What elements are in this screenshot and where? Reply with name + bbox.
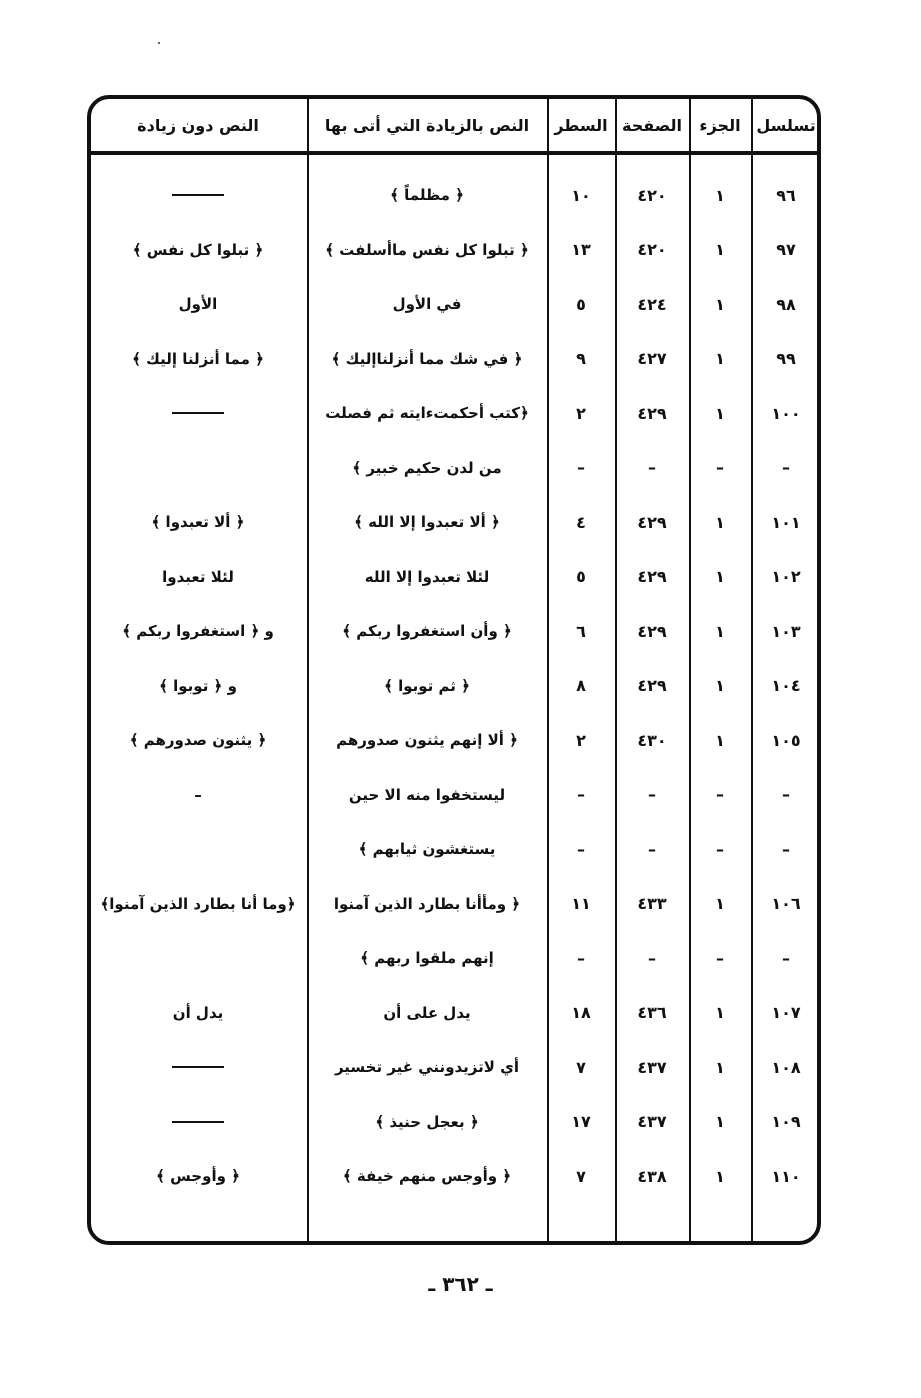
part-cell: ١ (715, 1003, 725, 1022)
serial-cell: ١٠٤ (771, 676, 801, 695)
serial-cell: – (782, 785, 790, 804)
part-cell: – (716, 839, 724, 859)
part-cell: ١ (715, 512, 725, 532)
line-cell: ٨ (576, 676, 586, 695)
header-serial: تسلسل (756, 115, 816, 135)
page-cell: ٤٣٣ (637, 894, 667, 913)
line-cell: ٧ (576, 1057, 586, 1077)
part-cell: ١ (715, 1112, 725, 1131)
serial-cell: ١٠٦ (771, 894, 801, 913)
text-without-addition-cell: ﴿وما أنا بطارد الذين آمنوا﴾ (100, 894, 296, 913)
page-cell: ٤٢٩ (637, 676, 667, 695)
page-cell: ٤٢٠ (637, 240, 667, 259)
serial-cell: ١١٠ (771, 1166, 801, 1186)
text-with-addition-cell: ﴿ وأوجس منهم خيفة ﴾ (342, 1167, 512, 1185)
line-cell: ١١ (571, 894, 591, 913)
header-divider (91, 151, 817, 155)
line-cell: ٧ (576, 1166, 586, 1186)
text-without-addition-cell: – (194, 785, 202, 804)
header-part: الجزء (699, 115, 741, 135)
serial-cell: ٩٨ (776, 294, 796, 314)
text-with-addition-cell: من لدن حكيم خبير ﴾ (352, 458, 502, 477)
empty-value-rule (172, 1066, 224, 1068)
text-with-addition-cell: ﴿ في شك مما أنزلناإليك ﴾ (331, 349, 523, 368)
text-with-addition-cell: ﴿ ومأأنا بطارد الذين آمنوا (333, 894, 521, 913)
serial-cell: ١٠٢ (771, 567, 801, 586)
part-cell: ١ (715, 403, 725, 423)
page-cell: ٤٣٨ (637, 1166, 667, 1186)
serial-cell: – (782, 458, 790, 477)
text-with-addition-cell: ليستخفوا منه الا حين (348, 785, 506, 804)
page-cell: ٤٣٧ (637, 1057, 667, 1077)
page-cell: ٤٢٧ (637, 349, 667, 368)
line-cell: ١٠ (571, 185, 591, 205)
page-cell: – (648, 948, 656, 968)
text-with-addition-cell: ﴿ تبلوا كل نفس ماأسلفت ﴾ (325, 240, 529, 259)
line-cell: – (577, 785, 585, 804)
page-number: ـ ٣٦٢ ـ (428, 1272, 493, 1296)
page-cell: ٤٢٠ (637, 185, 667, 205)
text-with-addition-cell: ﴿ ألا إنهم يثنون صدورهم (336, 731, 518, 749)
serial-cell: ١٠٥ (771, 730, 801, 750)
serial-cell: ١٠٣ (771, 621, 801, 641)
header-text-with-addition: النص بالزيادة التي أتى بها (324, 115, 530, 135)
page-cell: ٤٢٩ (637, 512, 667, 532)
text-with-addition-cell: لئلا تعبدوا إلا الله (364, 567, 490, 586)
serial-cell: – (782, 839, 790, 859)
page-cell: – (648, 785, 656, 804)
header-page: الصفحة (622, 115, 683, 135)
scan-speck (158, 42, 160, 44)
text-with-addition-cell: ﴿كتب أحكمتءايته ثم فصلت (325, 404, 529, 422)
data-table (87, 95, 821, 1245)
part-cell: ١ (715, 185, 725, 205)
line-cell: ١٧ (571, 1112, 591, 1131)
text-without-addition-cell: ﴿ وأوجس ﴾ (156, 1167, 240, 1185)
text-with-addition-cell: ﴿ مظلماً ﴾ (390, 186, 464, 204)
line-cell: – (577, 458, 585, 477)
text-without-addition-cell (91, 829, 305, 869)
serial-cell: ١٠٠ (771, 403, 801, 423)
text-without-addition-cell: ﴿ ألا تعبدوا ﴾ (151, 513, 245, 531)
empty-value-rule (172, 1121, 224, 1123)
serial-cell: ١٠٩ (771, 1112, 801, 1131)
page-cell: ٤٣٠ (637, 730, 667, 750)
part-cell: ١ (715, 894, 725, 913)
page-cell: ٤٢٩ (637, 403, 667, 423)
text-without-addition-cell (91, 175, 305, 215)
text-without-addition-cell (91, 448, 305, 488)
line-cell: ٢ (576, 730, 586, 750)
text-with-addition-cell: إنهم ملقوا ربهم ﴾ (360, 949, 494, 967)
line-cell: ٥ (576, 294, 586, 314)
line-cell: ٦ (576, 621, 586, 641)
text-with-addition-cell: ﴿ ألا تعبدوا إلا الله ﴾ (354, 513, 500, 531)
text-without-addition-cell: ﴿ تبلوا كل نفس ﴾ (132, 240, 264, 259)
part-cell: ١ (715, 240, 725, 259)
part-cell: ١ (715, 621, 725, 641)
line-cell: ٤ (576, 512, 586, 532)
part-cell: ١ (715, 730, 725, 750)
page-cell: ٤٢٩ (637, 567, 667, 586)
line-cell: ١٣ (571, 240, 591, 259)
line-cell: ١٨ (571, 1003, 591, 1022)
text-without-addition-cell (91, 393, 305, 433)
page-cell: ٤٣٧ (637, 1112, 667, 1131)
part-cell: ١ (715, 1057, 725, 1077)
part-cell: ١ (715, 349, 725, 368)
part-cell: ١ (715, 294, 725, 314)
header-line: السطر (554, 115, 608, 135)
serial-cell: ١٠١ (771, 512, 801, 532)
line-cell: ٢ (576, 403, 586, 423)
text-with-addition-cell: يدل على أن (383, 1003, 471, 1022)
text-without-addition-cell: ﴿ يثنون صدورهم ﴾ (129, 731, 267, 749)
page-cell: ٤٢٤ (637, 294, 667, 314)
text-with-addition-cell: ﴿ ثم توبوا ﴾ (384, 676, 470, 695)
part-cell: – (716, 785, 724, 804)
line-cell: ٥ (576, 567, 586, 586)
part-cell: ١ (715, 1166, 725, 1186)
line-cell: ٩ (576, 349, 586, 368)
page-cell: ٤٢٩ (637, 621, 667, 641)
serial-cell: ١٠٨ (771, 1057, 801, 1077)
text-with-addition-cell: ﴿ بعجل حنيذ ﴾ (375, 1112, 479, 1131)
line-cell: – (577, 839, 585, 859)
text-with-addition-cell: في الأول (392, 295, 462, 313)
empty-value-rule (172, 412, 224, 414)
page-cell: – (648, 458, 656, 477)
serial-cell: ٩٦ (776, 185, 796, 205)
text-without-addition-cell (91, 1047, 305, 1087)
serial-cell: – (782, 948, 790, 968)
part-cell: ١ (715, 676, 725, 695)
text-with-addition-cell: يستغشون ثيابهم ﴾ (358, 840, 496, 858)
header-text-without-addition: النص دون زيادة (137, 115, 259, 135)
text-without-addition-cell (91, 1102, 305, 1142)
part-cell: ١ (715, 567, 725, 586)
part-cell: – (716, 458, 724, 477)
empty-value-rule (172, 194, 224, 196)
text-with-addition-cell: أي لاتزيدونني غير تخسير (334, 1058, 520, 1076)
text-without-addition-cell: ﴿ مما أنزلنا إليك ﴾ (132, 349, 264, 368)
page-cell: ٤٣٦ (637, 1003, 667, 1022)
text-without-addition-cell: الأول (178, 295, 218, 313)
line-cell: – (577, 948, 585, 968)
text-without-addition-cell: و ﴿ استغفروا ربكم ﴾ (122, 622, 274, 640)
text-without-addition-cell: يدل أن (172, 1003, 224, 1022)
serial-cell: ١٠٧ (771, 1003, 801, 1022)
serial-cell: ٩٩ (776, 349, 796, 368)
text-without-addition-cell: لئلا تعبدوا (162, 567, 234, 586)
serial-cell: ٩٧ (776, 240, 796, 259)
part-cell: – (716, 948, 724, 968)
text-without-addition-cell: و ﴿ توبوا ﴾ (159, 676, 237, 695)
text-with-addition-cell: ﴿ وأن استغفروا ربكم ﴾ (342, 622, 512, 640)
text-without-addition-cell (91, 938, 305, 978)
page-cell: – (648, 839, 656, 859)
